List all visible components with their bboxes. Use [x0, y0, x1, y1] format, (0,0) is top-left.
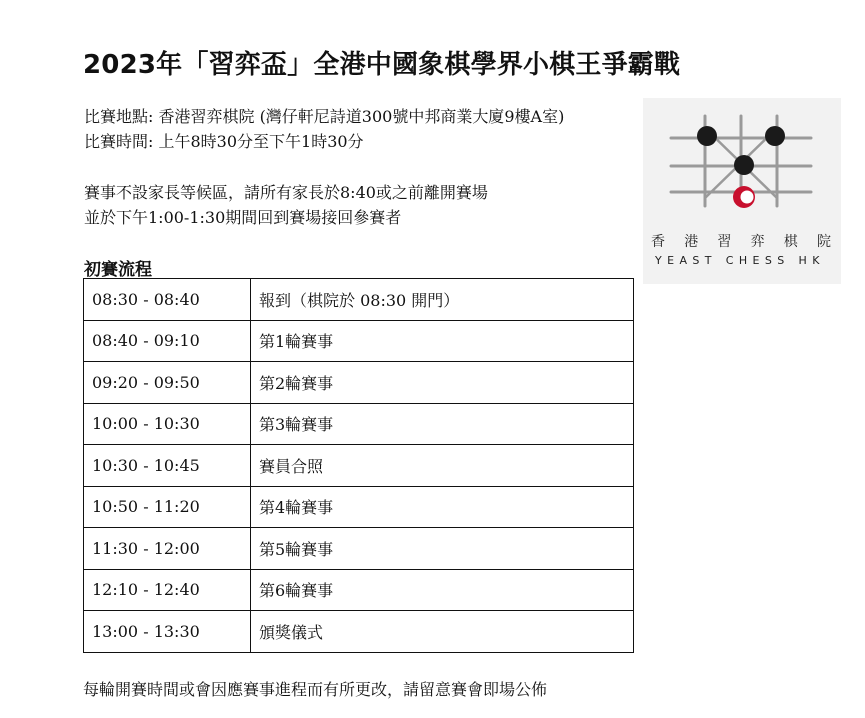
schedule-time-cell: 08:30 - 08:40	[84, 279, 251, 321]
schedule-row	[84, 486, 634, 528]
logo-char: 香	[651, 234, 665, 250]
schedule-row	[84, 569, 634, 611]
schedule-heading: 初賽流程	[84, 260, 152, 280]
schedule-time-cell: 12:10 - 12:40	[84, 569, 251, 611]
logo-stone-left	[697, 126, 717, 146]
event-details	[84, 104, 564, 154]
time-text: 比賽時間: 上午8時30分至下午1時30分	[84, 132, 364, 151]
logo-stone-right	[765, 126, 785, 146]
schedule-row	[84, 445, 634, 487]
logo-char: 棋	[783, 234, 798, 250]
schedule-row	[84, 362, 634, 404]
schedule-time-cell: 10:00 - 10:30	[84, 403, 251, 445]
venue-text: 比賽地點: 香港習弈棋院 (灣仔軒尼詩道300號中邦商業大廈9樓A室)	[84, 107, 565, 126]
schedule-event-cell: 第1輪賽事	[251, 320, 634, 362]
logo-name-zh	[651, 231, 831, 251]
schedule-row	[84, 320, 634, 362]
schedule-time-cell: 10:50 - 11:20	[84, 486, 251, 528]
logo-char: 習	[717, 234, 732, 250]
yeast-chess-logo	[643, 98, 841, 284]
schedule-event-cell: 第5輪賽事	[251, 528, 634, 570]
notice-line-1: 賽事不設家長等候區，請所有家長於8:40或之前離開賽場	[84, 183, 488, 202]
schedule-time-cell: 11:30 - 12:00	[84, 528, 251, 570]
page-title: 2023年「習弈盃」全港中國象棋學界小棋王爭霸戰	[83, 50, 681, 80]
schedule-event-cell: 賽員合照	[251, 445, 634, 487]
schedule-table	[83, 278, 634, 653]
notice-line-2: 並於下午1:00-1:30期間回到賽場接回參賽者	[84, 208, 402, 227]
schedule-table-body	[84, 279, 634, 653]
schedule-event-cell: 頒獎儀式	[251, 611, 634, 653]
logo-char: 弈	[750, 234, 765, 250]
schedule-row	[84, 528, 634, 570]
schedule-time-cell: 08:40 - 09:10	[84, 320, 251, 362]
schedule-row	[84, 611, 634, 653]
schedule-event-cell: 報到（棋院於 08:30 開門）	[251, 279, 634, 321]
logo-emblem	[643, 98, 841, 228]
schedule-row	[84, 403, 634, 445]
logo-name-en: YEAST CHESS HK	[655, 254, 825, 267]
schedule-event-cell: 第4輪賽事	[251, 486, 634, 528]
footnote: 每輪開賽時間或會因應賽事進程而有所更改，請留意賽會即場公佈	[83, 680, 548, 699]
schedule-row	[84, 279, 634, 321]
logo-stone-center	[734, 155, 754, 175]
schedule-event-cell: 第2輪賽事	[251, 362, 634, 404]
logo-char: 院	[816, 234, 831, 250]
logo-char: 港	[684, 234, 699, 250]
schedule-time-cell: 10:30 - 10:45	[84, 445, 251, 487]
schedule-time-cell: 09:20 - 09:50	[84, 362, 251, 404]
logo-red-ring-center	[741, 191, 754, 204]
schedule-event-cell: 第3輪賽事	[251, 403, 634, 445]
parent-notice	[84, 180, 488, 230]
schedule-time-cell: 13:00 - 13:30	[84, 611, 251, 653]
schedule-event-cell: 第6輪賽事	[251, 569, 634, 611]
